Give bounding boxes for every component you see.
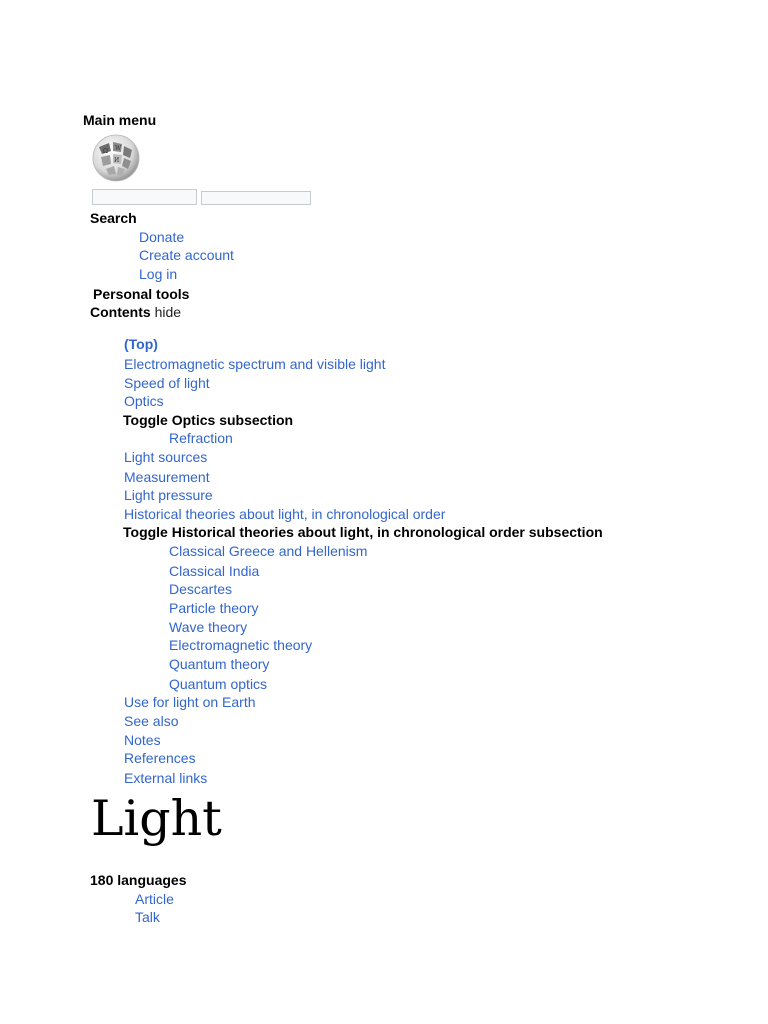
- toc-subitem[interactable]: Quantum theory: [169, 656, 270, 672]
- toc-item[interactable]: Use for light on Earth: [124, 694, 256, 710]
- toc-item[interactable]: See also: [124, 713, 179, 729]
- svg-text:Ω: Ω: [103, 148, 108, 155]
- toc-item[interactable]: Light pressure: [124, 487, 213, 503]
- donate-link[interactable]: Donate: [139, 229, 185, 245]
- toc-item[interactable]: Notes: [124, 732, 161, 748]
- toc-subitem[interactable]: Quantum optics: [169, 676, 268, 692]
- toc-item-top[interactable]: (Top): [124, 336, 158, 352]
- toc-subitem[interactable]: Refraction: [169, 430, 233, 446]
- toc-item[interactable]: Optics: [124, 393, 164, 409]
- toc-subitem[interactable]: Wave theory: [169, 619, 248, 635]
- toc-title: Contents: [90, 304, 151, 320]
- toc-item[interactable]: Light sources: [124, 449, 208, 465]
- page-title: Light: [91, 790, 222, 847]
- tab-article[interactable]: Article: [135, 891, 174, 907]
- toc-item[interactable]: Measurement: [124, 469, 210, 485]
- toc-item[interactable]: Electromagnetic spectrum and visible light: [124, 356, 386, 372]
- personal-tools-button[interactable]: Personal tools: [93, 286, 190, 302]
- toc-subitem[interactable]: Descartes: [169, 581, 233, 597]
- toc-heading: [90, 304, 181, 321]
- search-button[interactable]: [201, 191, 311, 205]
- toc-hide-button[interactable]: hide: [154, 304, 182, 320]
- wikipedia-globe-icon[interactable]: [91, 133, 141, 183]
- toc-item[interactable]: External links: [124, 770, 208, 786]
- create-account-link[interactable]: Create account: [139, 247, 234, 263]
- toc-toggle-optics[interactable]: Toggle Optics subsection: [123, 412, 294, 428]
- toc-subitem[interactable]: Particle theory: [169, 600, 259, 616]
- login-link[interactable]: Log in: [139, 266, 178, 282]
- tab-talk[interactable]: Talk: [135, 909, 160, 925]
- toc-subitem[interactable]: Classical India: [169, 563, 260, 579]
- svg-text:W: W: [115, 145, 122, 152]
- search-input[interactable]: [92, 189, 197, 205]
- toc-subitem[interactable]: Electromagnetic theory: [169, 637, 313, 653]
- toc-item[interactable]: Speed of light: [124, 375, 210, 391]
- main-menu-button[interactable]: Main menu: [83, 112, 157, 128]
- toc-item[interactable]: Historical theories about light, in chronological order: [124, 506, 446, 522]
- languages-button[interactable]: 180 languages: [90, 872, 187, 888]
- svg-text:И: И: [114, 157, 120, 164]
- toc-item[interactable]: References: [124, 750, 196, 766]
- toc-toggle-history[interactable]: Toggle Historical theories about light, in chronological order subsection: [123, 524, 603, 540]
- toc-subitem[interactable]: Classical Greece and Hellenism: [169, 543, 368, 559]
- search-label: Search: [90, 210, 137, 226]
